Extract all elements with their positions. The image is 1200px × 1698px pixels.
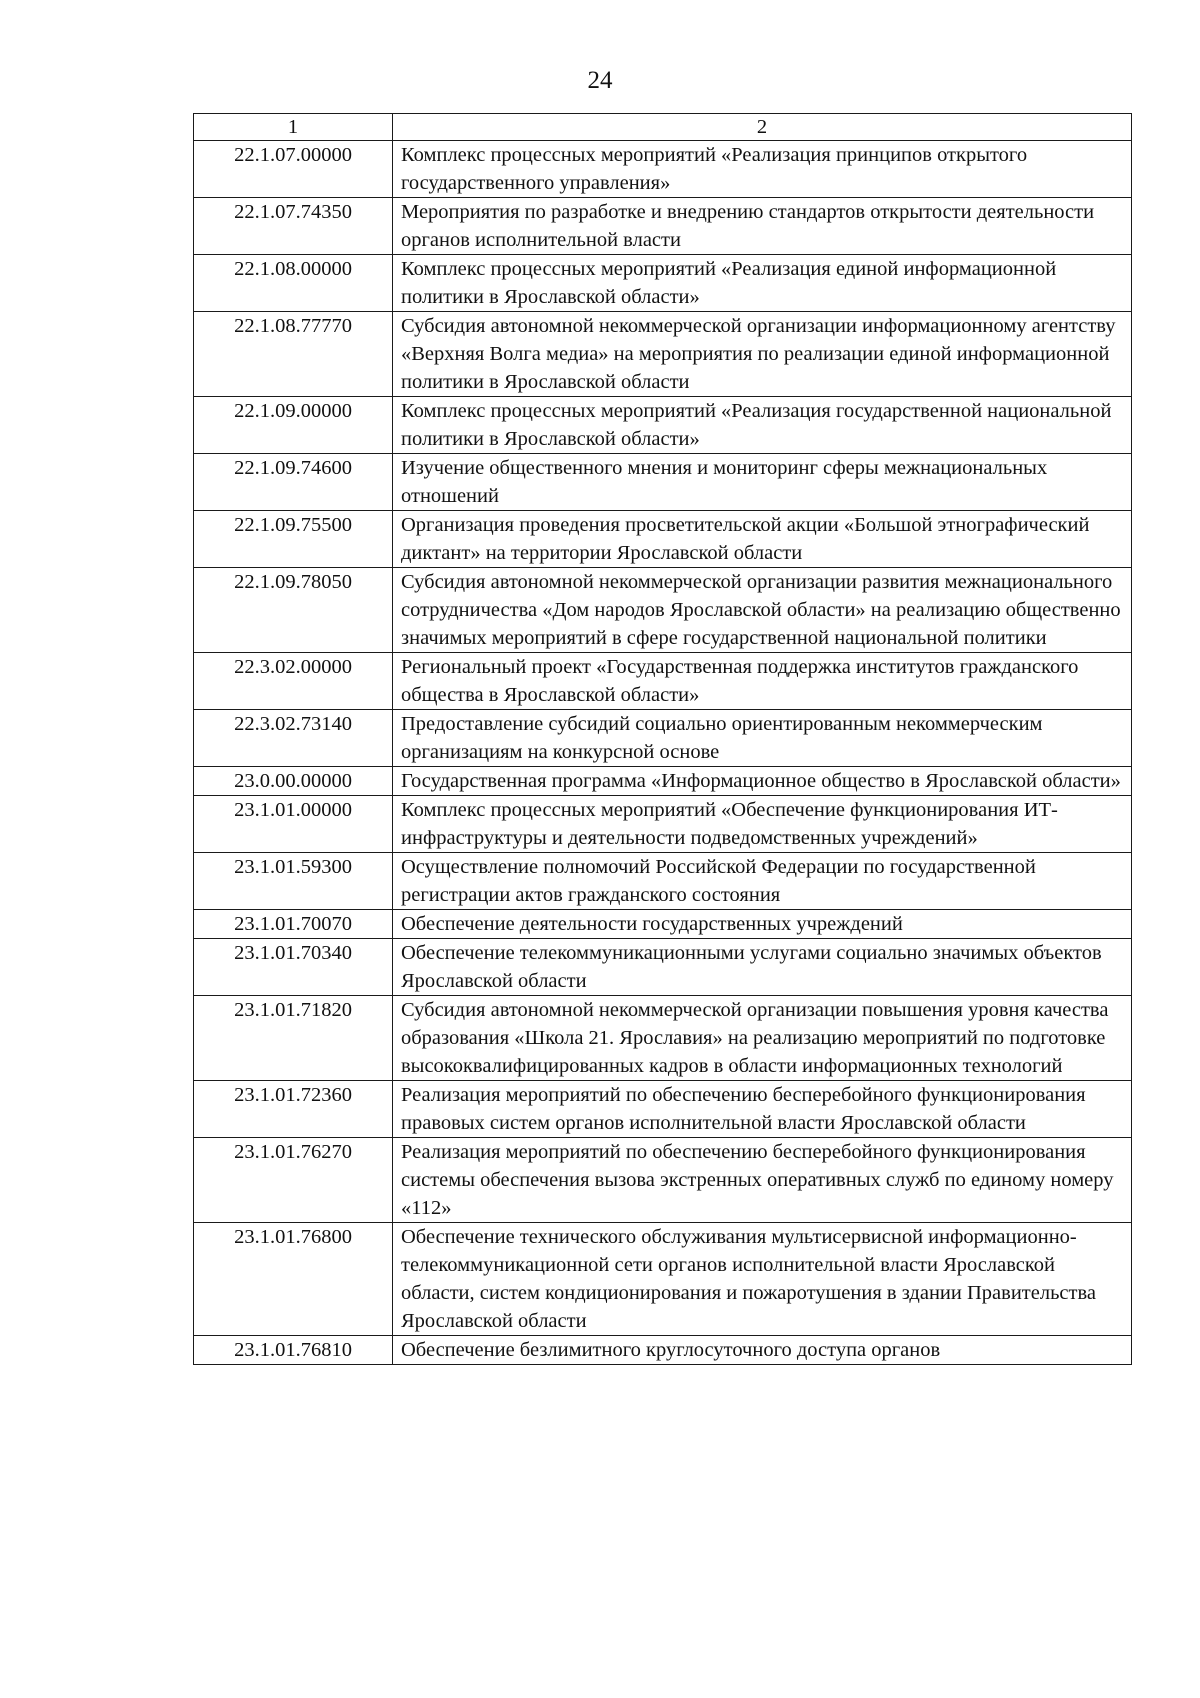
row-code: 23.1.01.76800 xyxy=(194,1223,393,1336)
row-name: Изучение общественного мнения и мониторинг сферы межнациональных отношений xyxy=(393,454,1132,511)
row-name: Реализация мероприятий по обеспечению бесперебойного функционирования системы обеспечения вызова экстренных оперативных служб по единому номеру «112» xyxy=(393,1138,1132,1223)
table-row xyxy=(194,1138,1132,1223)
row-code: 23.1.01.00000 xyxy=(194,796,393,853)
table-row xyxy=(194,910,1132,939)
row-name: Комплекс процессных мероприятий «Реализация единой информационной политики в Ярославской области» xyxy=(393,255,1132,312)
row-name: Государственная программа «Информационное общество в Ярославской области» xyxy=(393,767,1132,796)
table-header-row xyxy=(194,114,1132,141)
row-code: 22.1.07.00000 xyxy=(194,141,393,198)
table-row xyxy=(194,1336,1132,1365)
row-code: 23.1.01.71820 xyxy=(194,996,393,1081)
table-row xyxy=(194,141,1132,198)
row-code: 23.1.01.59300 xyxy=(194,853,393,910)
row-code: 23.1.01.72360 xyxy=(194,1081,393,1138)
row-code: 23.1.01.76810 xyxy=(194,1336,393,1365)
row-code: 23.1.01.76270 xyxy=(194,1138,393,1223)
row-name: Региональный проект «Государственная поддержка институтов гражданского общества в Ярославской области» xyxy=(393,653,1132,710)
budget-classification-table xyxy=(193,113,1132,1365)
row-name: Обеспечение деятельности государственных учреждений xyxy=(393,910,1132,939)
row-code: 23.1.01.70070 xyxy=(194,910,393,939)
row-code: 22.1.07.74350 xyxy=(194,198,393,255)
table-row xyxy=(194,767,1132,796)
row-name: Обеспечение телекоммуникационными услугами социально значимых объектов Ярославской области xyxy=(393,939,1132,996)
row-code: 23.1.01.70340 xyxy=(194,939,393,996)
table-row xyxy=(194,312,1132,397)
row-code: 22.1.09.78050 xyxy=(194,568,393,653)
row-name: Организация проведения просветительской акции «Большой этнографический диктант» на территории Ярославской области xyxy=(393,511,1132,568)
table-row xyxy=(194,511,1132,568)
row-name: Субсидия автономной некоммерческой организации развития межнационального сотрудничества «Дом народов Ярославской области» на реализацию общественно значимых мероприятий в сфере государственной национальной политики xyxy=(393,568,1132,653)
table-row xyxy=(194,1081,1132,1138)
row-name: Обеспечение безлимитного круглосуточного доступа органов xyxy=(393,1336,1132,1365)
row-code: 22.1.08.77770 xyxy=(194,312,393,397)
row-code: 22.3.02.00000 xyxy=(194,653,393,710)
column-header-code: 1 xyxy=(194,114,393,141)
table-row xyxy=(194,653,1132,710)
table-row xyxy=(194,397,1132,454)
row-code: 22.1.09.75500 xyxy=(194,511,393,568)
table-row xyxy=(194,796,1132,853)
table-row xyxy=(194,853,1132,910)
row-code: 22.1.09.74600 xyxy=(194,454,393,511)
table-row xyxy=(194,198,1132,255)
table-row xyxy=(194,710,1132,767)
row-name: Комплекс процессных мероприятий «Обеспечение функционирования ИТ-инфраструктуры и деятельности подведомственных учреждений» xyxy=(393,796,1132,853)
row-name: Комплекс процессных мероприятий «Реализация принципов открытого государственного управления» xyxy=(393,141,1132,198)
row-name: Мероприятия по разработке и внедрению стандартов открытости деятельности органов исполнительной власти xyxy=(393,198,1132,255)
column-header-name: 2 xyxy=(393,114,1132,141)
row-code: 22.3.02.73140 xyxy=(194,710,393,767)
row-name: Осуществление полномочий Российской Федерации по государственной регистрации актов гражданского состояния xyxy=(393,853,1132,910)
table-row xyxy=(194,996,1132,1081)
row-code: 22.1.08.00000 xyxy=(194,255,393,312)
row-name: Субсидия автономной некоммерческой организации информационному агентству «Верхняя Волга медиа» на мероприятия по реализации единой информационной политики в Ярославской области xyxy=(393,312,1132,397)
table-row xyxy=(194,1223,1132,1336)
row-code: 22.1.09.00000 xyxy=(194,397,393,454)
page-number: 24 xyxy=(587,67,613,94)
table-row xyxy=(194,939,1132,996)
table-row xyxy=(194,568,1132,653)
table-row xyxy=(194,454,1132,511)
row-code: 23.0.00.00000 xyxy=(194,767,393,796)
row-name: Предоставление субсидий социально ориентированным некоммерческим организациям на конкурсной основе xyxy=(393,710,1132,767)
row-name: Реализация мероприятий по обеспечению бесперебойного функционирования правовых систем органов исполнительной власти Ярославской области xyxy=(393,1081,1132,1138)
row-name: Субсидия автономной некоммерческой организации повышения уровня качества образования «Школа 21. Ярославия» на реализацию мероприятий по подготовке высококвалифицированных кадров в области информационных технологий xyxy=(393,996,1132,1081)
row-name: Обеспечение технического обслуживания мультисервисной информационно-телекоммуникационной сети органов исполнительной власти Ярославской области, систем кондиционирования и пожаротушения в здании Правительства Ярославской области xyxy=(393,1223,1132,1336)
row-name: Комплекс процессных мероприятий «Реализация государственной национальной политики в Ярославской области» xyxy=(393,397,1132,454)
table-row xyxy=(194,255,1132,312)
